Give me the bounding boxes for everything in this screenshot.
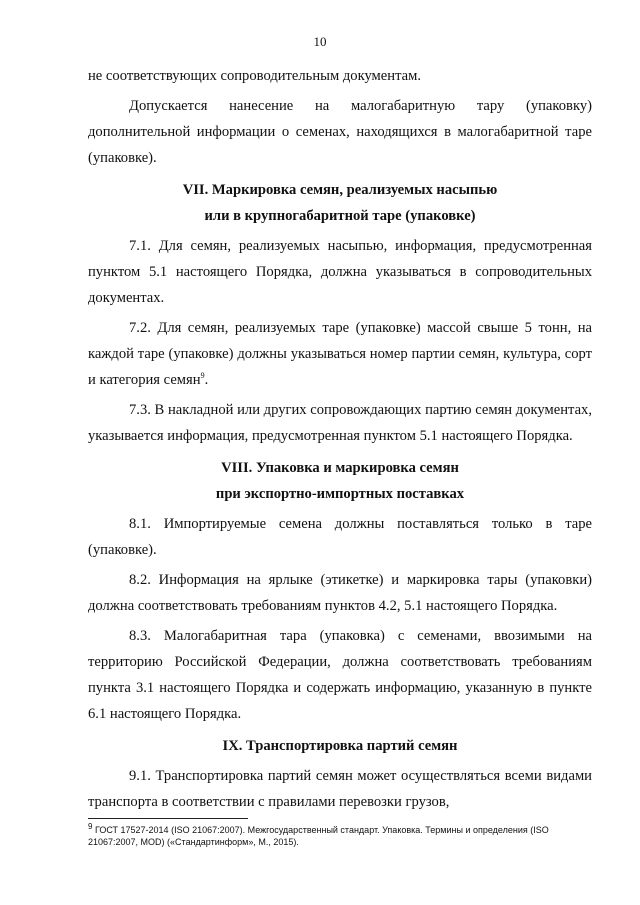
paragraph-labeling-allowed: Допускается нанесение на малогабаритную тару (упаковку) дополнительной информации о семенах, находящихся в малогабаритной таре (упаковке). <box>88 98 592 166</box>
paragraph-7-1: 7.1. Для семян, реализуемых насыпью, информация, предусмотренная пунктом 5.1 настоящего Порядка, должна указываться в сопроводительных документах. <box>88 238 592 306</box>
section-heading-9: IX. Транспортировка партий семян <box>222 738 458 754</box>
paragraph-8-1: 8.1. Импортируемые семена должны поставляться только в таре (упаковке). <box>88 516 592 558</box>
section-heading-7-line2: или в крупногабаритной таре (упаковке) <box>204 208 476 224</box>
section-heading-7-line1: VII. Маркировка семян, реализуемых насыпью <box>182 182 498 198</box>
document-body <box>88 63 592 815</box>
paragraph-7-2-end: . <box>204 372 209 388</box>
footnote <box>88 824 578 848</box>
paragraph-continuation: не соответствующих сопроводительным документам. <box>88 68 421 84</box>
paragraph-7-3: 7.3. В накладной или других сопровождающих партию семян документах, указывается информация, предусмотренная пунктом 5.1 настоящего Порядка. <box>88 402 592 444</box>
section-heading-8-line1: VIII. Упаковка и маркировка семян <box>221 460 459 476</box>
paragraph-9-1: 9.1. Транспортировка партий семян может осуществляться всеми видами транспорта в соответствии с правилами перевозки грузов, <box>88 768 592 810</box>
paragraph-7-2-text: 7.2. Для семян, реализуемых таре (упаковке) массой свыше 5 тонн, на каждой таре (упаковке) должны указываться номер партии семян, культура, сорт и категория семян <box>88 320 592 388</box>
section-heading-8-line2: при экспортно-импортных поставках <box>215 486 465 502</box>
paragraph-8-2: 8.2. Информация на ярлыке (этикетке) и маркировка тары (упаковки) должна соответствовать требованиям пунктов 4.2, 5.1 настоящего Порядка. <box>88 572 592 614</box>
paragraph-7-2 <box>88 315 592 393</box>
footnote-mark: 9 <box>88 822 93 831</box>
paragraph-8-3: 8.3. Малогабаритная тара (упаковка) с семенами, ввозимыми на территорию Российской Федерации, должна соответствовать требованиям пункта 3.1 настоящего Порядка и содержать информацию, указанную в пункте 6.1 настоящего Порядка. <box>88 628 592 722</box>
footnote-divider <box>88 818 248 819</box>
footnote-text: ГОСТ 17527-2014 (ISO 21067:2007). Межгосударственный стандарт. Упаковка. Термины и определения (ISO 21067:2007, MOD) («Стандартинформ», М., 2015). <box>88 825 549 847</box>
footnote-reference: 9 <box>200 371 205 381</box>
page-number: 10 <box>313 34 327 49</box>
